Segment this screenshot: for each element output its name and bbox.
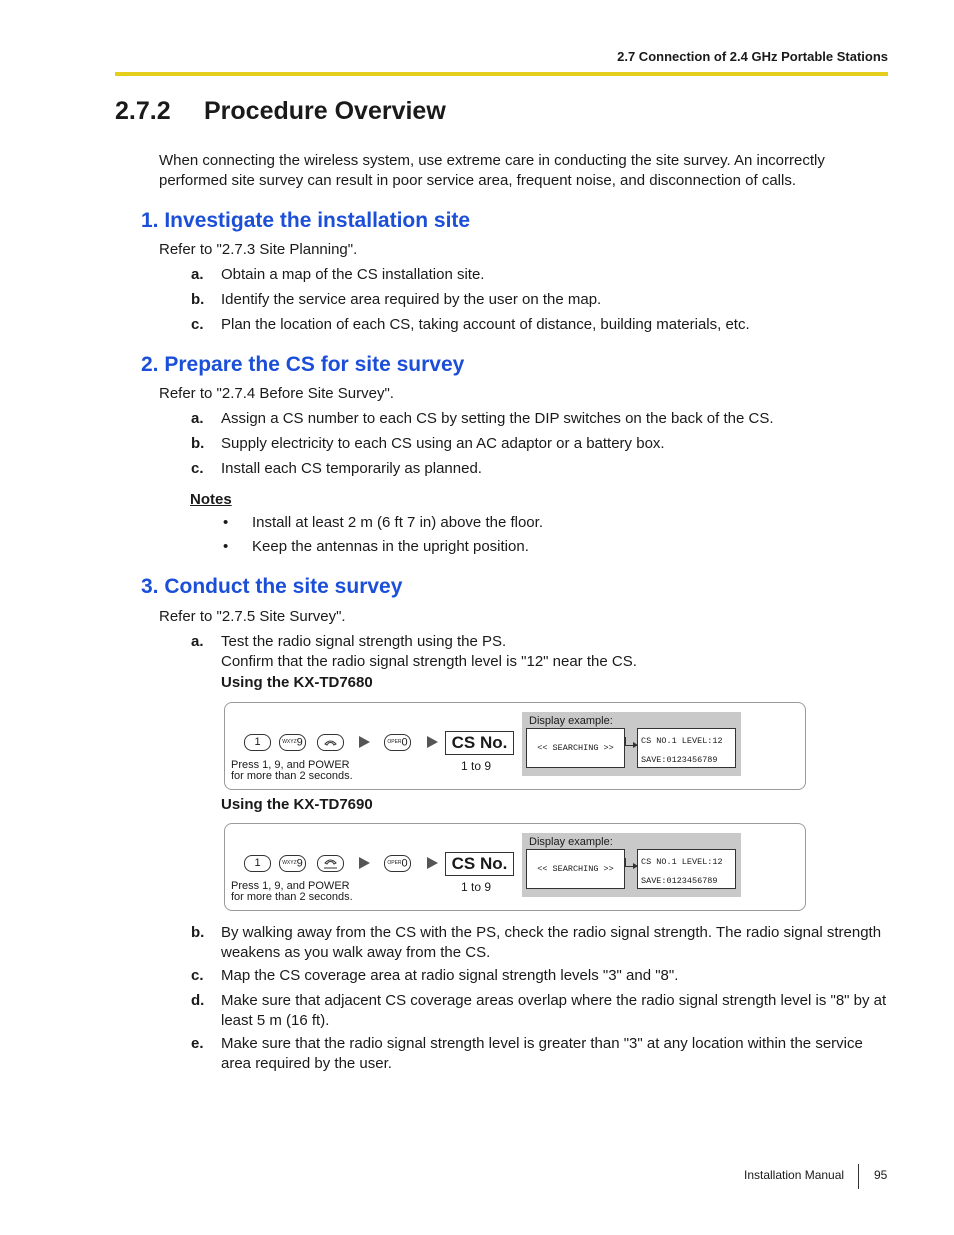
step3-ref: Refer to "2.7.5 Site Survey".	[159, 608, 346, 625]
key-letters: OPER	[387, 739, 402, 745]
item-letter: d.	[191, 992, 205, 1009]
key-0-icon	[384, 734, 411, 751]
model-label: Using the KX-TD7680	[221, 674, 373, 691]
item-text: Make sure that the radio signal strength level is greater than "3" at any location within the service area required by the user.	[221, 1035, 863, 1072]
display-example	[522, 712, 741, 776]
page-number: 95	[874, 1168, 888, 1182]
key-digit: 9	[296, 857, 303, 870]
lcd-screen-searching: << SEARCHING >>	[526, 728, 625, 768]
item-letter: a.	[191, 410, 204, 427]
key-digit: 0	[401, 736, 408, 749]
arrow-icon	[359, 857, 370, 869]
item-text: Make sure that adjacent CS coverage areas overlap where the radio signal strength level is "8" by at least 5 m (16 ft).	[221, 992, 887, 1029]
range-label: 1 to 9	[461, 759, 492, 773]
item-letter: c.	[191, 967, 204, 984]
item-letter: e.	[191, 1035, 204, 1052]
lcd-screen-result	[637, 849, 736, 889]
item-letter: c.	[191, 460, 204, 477]
item-letter: a.	[191, 266, 204, 283]
procedure-diagram	[224, 823, 806, 911]
section-title-text: Procedure Overview	[204, 97, 446, 125]
key-digit: 0	[401, 857, 408, 870]
item-letter: a.	[191, 633, 204, 650]
item-letter: b.	[191, 291, 205, 308]
caption-line: for more than 2 seconds.	[231, 770, 353, 782]
arrow-icon	[427, 857, 438, 869]
procedure-diagram	[224, 702, 806, 790]
lcd-arrow-icon	[625, 866, 637, 867]
item-letter: b.	[191, 435, 205, 452]
item-text: Install each CS temporarily as planned.	[221, 460, 482, 477]
intro-paragraph: When connecting the wireless system, use extreme care in conducting the site survey. An incorrectly performed site survey can result in poor service area, frequent noise, and disconnection of calls.	[159, 152, 825, 189]
display-label: Display example:	[529, 715, 613, 727]
display-example	[522, 833, 741, 897]
lcd-line: CS NO.1 LEVEL:12	[641, 736, 723, 746]
lcd-line: SAVE:0123456789	[641, 755, 718, 765]
bullet: •	[223, 538, 229, 555]
item-text: Identify the service area required by the user on the map.	[221, 291, 602, 308]
item-text: Test the radio signal strength using the PS.	[221, 633, 507, 650]
caption-line: for more than 2 seconds.	[231, 891, 353, 903]
key-1-icon: 1	[244, 855, 271, 872]
arrow-icon	[427, 736, 438, 748]
item-text: By walking away from the CS with the PS, check the radio signal strength. The radio signal strength weakens as you walk away from the CS.	[221, 924, 882, 961]
footer-label: Installation Manual	[744, 1168, 845, 1182]
bullet: •	[223, 514, 229, 531]
item-text: Assign a CS number to each CS by setting the DIP switches on the back of the CS.	[221, 410, 774, 427]
step1-ref: Refer to "2.7.3 Site Planning".	[159, 241, 358, 258]
step2-ref: Refer to "2.7.4 Before Site Survey".	[159, 385, 394, 402]
model-label: Using the KX-TD7690	[221, 796, 373, 813]
lcd-line: SAVE:0123456789	[641, 876, 718, 886]
key-letters: WXYZ	[282, 739, 297, 745]
key-letters: OPER	[387, 860, 402, 866]
key-digit: 9	[296, 736, 303, 749]
note-text: Keep the antennas in the upright position.	[252, 538, 529, 555]
header-rule	[115, 72, 888, 76]
step2-heading: 2. Prepare the CS for site survey	[141, 353, 465, 376]
key-9-icon	[279, 734, 306, 751]
lcd-screen-result	[637, 728, 736, 768]
item-text: Supply electricity to each CS using an AC adaptor or a battery box.	[221, 435, 665, 452]
key-1-icon: 1	[244, 734, 271, 751]
arrow-icon	[359, 736, 370, 748]
range-label: 1 to 9	[461, 880, 492, 894]
key-letters: WXYZ	[282, 860, 297, 866]
cs-number-box: CS No.	[445, 852, 514, 876]
item-text: Plan the location of each CS, taking account of distance, building materials, etc.	[221, 316, 750, 333]
item-text: Confirm that the radio signal strength level is "12" near the CS.	[221, 653, 637, 670]
item-text: Map the CS coverage area at radio signal strength levels "3" and "8".	[221, 967, 679, 984]
key-9-icon	[279, 855, 306, 872]
cs-number-box: CS No.	[445, 731, 514, 755]
lcd-screen-searching: << SEARCHING >>	[526, 849, 625, 889]
item-letter: b.	[191, 924, 205, 941]
section-number: 2.7.2	[115, 97, 171, 125]
step1-heading: 1. Investigate the installation site	[141, 209, 471, 232]
running-header: 2.7 Connection of 2.4 GHz Portable Stations	[617, 49, 888, 64]
item-letter: c.	[191, 316, 204, 333]
lcd-arrow-icon	[625, 745, 637, 746]
notes-heading: Notes	[190, 491, 232, 508]
note-text: Install at least 2 m (6 ft 7 in) above the floor.	[252, 514, 543, 531]
caption-line: Press 1, 9, and POWER	[231, 880, 350, 892]
step3-heading: 3. Conduct the site survey	[141, 575, 403, 598]
section-title	[115, 97, 446, 126]
footer-divider	[858, 1164, 859, 1189]
lcd-line: CS NO.1 LEVEL:12	[641, 857, 723, 867]
key-0-icon	[384, 855, 411, 872]
power-key-icon	[317, 734, 344, 751]
display-label: Display example:	[529, 836, 613, 848]
caption-line: Press 1, 9, and POWER	[231, 759, 350, 771]
item-text: Obtain a map of the CS installation site.	[221, 266, 485, 283]
power-key-icon	[317, 855, 344, 872]
